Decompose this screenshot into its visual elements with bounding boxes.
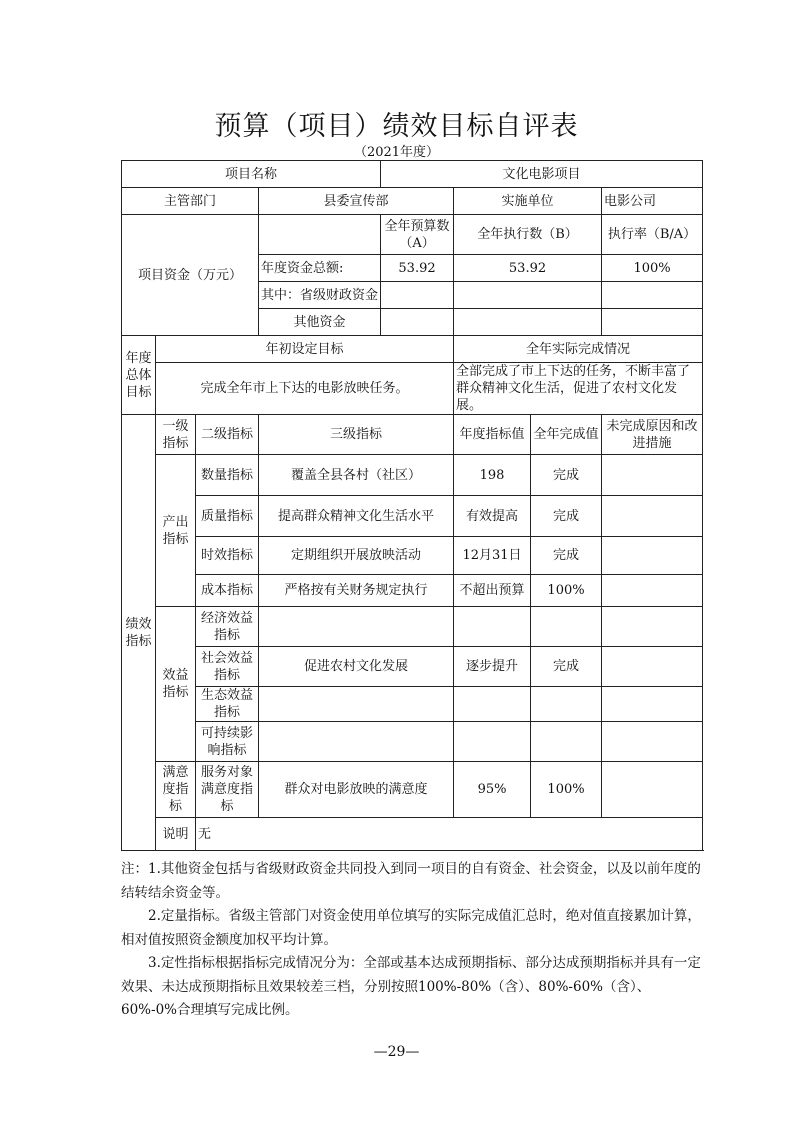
prov-rate — [602, 282, 703, 309]
funds-empty-header — [259, 215, 381, 255]
total-exec: 53.92 — [454, 255, 602, 282]
other-rate — [602, 309, 703, 336]
budget-header: 全年预算数（A） — [381, 215, 454, 255]
reason-cell — [602, 575, 703, 607]
level2-cell: 成本指标 — [196, 575, 259, 607]
table-row — [122, 537, 703, 575]
reason-cell — [602, 647, 703, 687]
annual-goal-label: 年度总体目标 — [122, 336, 156, 415]
done-cell — [531, 722, 602, 762]
actual-goal-header: 全年实际完成情况 — [454, 336, 703, 363]
other-budget — [381, 309, 454, 336]
level3-cell: 群众对电影放映的满意度 — [259, 762, 454, 818]
report-year: （2021年度） — [353, 145, 440, 160]
done-header: 全年完成值 — [531, 415, 602, 455]
project-name-label: 项目名称 — [122, 161, 381, 188]
rate-header: 执行率（B/A） — [602, 215, 703, 255]
table-row — [122, 687, 703, 722]
level2-cell: 质量指标 — [196, 496, 259, 537]
funds-label: 项目资金（万元） — [122, 215, 259, 336]
performance-indicators-label: 绩效指标 — [122, 415, 156, 851]
done-cell — [531, 607, 602, 647]
total-funds-label: 年度资金总额: — [259, 255, 381, 282]
table-row — [122, 496, 703, 537]
level3-cell: 严格按有关财务规定执行 — [259, 575, 454, 607]
level3-cell: 覆盖全县各村（社区） — [259, 455, 454, 496]
done-cell: 100% — [531, 762, 602, 818]
department-row — [122, 188, 703, 215]
reason-cell — [602, 607, 703, 647]
remark-label: 说明 — [156, 818, 196, 851]
exec-header: 全年执行数（B） — [454, 215, 602, 255]
remark-value: 无 — [196, 818, 703, 851]
reason-cell — [602, 722, 703, 762]
target-cell: 逐步提升 — [454, 647, 531, 687]
footnote-1: 注：1.其他资金包括与省级财政资金共同投入到同一项目的自有资金、社会资金，以及以前年度的结转结余资金等。 — [121, 861, 701, 901]
done-cell: 完成 — [531, 455, 602, 496]
goals-content-row — [122, 363, 703, 415]
dept-value: 县委宣传部 — [259, 188, 454, 215]
goals-header-row — [122, 336, 703, 363]
total-budget: 53.92 — [381, 255, 454, 282]
done-cell — [531, 687, 602, 722]
target-cell — [454, 722, 531, 762]
level2-cell: 数量指标 — [196, 455, 259, 496]
reason-cell — [602, 687, 703, 722]
target-cell — [454, 607, 531, 647]
level2-cell: 经济效益指标 — [196, 607, 259, 647]
funds-header-row — [122, 215, 703, 255]
page-title: 预算（项目）绩效目标自评表 — [214, 111, 579, 142]
impl-unit-label: 实施单位 — [454, 188, 602, 215]
prov-budget — [381, 282, 454, 309]
prov-exec — [454, 282, 602, 309]
level2-cell: 可持续影响指标 — [196, 722, 259, 762]
table-row — [122, 575, 703, 607]
reason-cell — [602, 496, 703, 537]
target-cell: 95% — [454, 762, 531, 818]
level3-cell: 提高群众精神文化生活水平 — [259, 496, 454, 537]
total-rate: 100% — [602, 255, 703, 282]
done-cell: 完成 — [531, 537, 602, 575]
output-indicator-label: 产出指标 — [156, 455, 196, 607]
actual-goal-text: 全部完成了市上下达的任务，不断丰富了群众精神文化生活，促进了农村文化发展。 — [454, 363, 703, 415]
level2-cell: 服务对象满意度指标 — [196, 762, 259, 818]
other-exec — [454, 309, 602, 336]
set-goal-text: 完成全年市上下达的电影放映任务。 — [156, 363, 454, 415]
level1-header: 一级指标 — [156, 415, 196, 455]
target-cell: 12月31日 — [454, 537, 531, 575]
satisfaction-indicator-label: 满意度指标 — [156, 762, 196, 818]
table-row — [122, 607, 703, 647]
set-goal-header: 年初设定目标 — [156, 336, 454, 363]
level3-header: 三级指标 — [259, 415, 454, 455]
footnote-2: 2.定量指标。省级主管部门对资金使用单位填写的实际完成值汇总时，绝对值直接累加计算，相对值按照资金额度加权平均计算。 — [121, 908, 701, 948]
level3-cell: 促进农村文化发展 — [259, 647, 454, 687]
done-cell: 100% — [531, 575, 602, 607]
level3-cell — [259, 687, 454, 722]
project-name-row — [122, 161, 703, 188]
target-cell — [454, 687, 531, 722]
level2-cell: 时效指标 — [196, 537, 259, 575]
other-funds-label: 其他资金 — [259, 309, 381, 336]
target-cell: 有效提高 — [454, 496, 531, 537]
remark-row — [122, 818, 703, 851]
level2-cell: 社会效益指标 — [196, 647, 259, 687]
reason-header: 未完成原因和改进措施 — [602, 415, 703, 455]
level3-cell: 定期组织开展放映活动 — [259, 537, 454, 575]
table-row — [122, 762, 703, 818]
table-row — [122, 722, 703, 762]
level3-cell — [259, 722, 454, 762]
prov-funds-label: 其中：省级财政资金 — [259, 282, 381, 309]
done-cell: 完成 — [531, 496, 602, 537]
target-cell: 198 — [454, 455, 531, 496]
dept-label: 主管部门 — [122, 188, 259, 215]
done-cell: 完成 — [531, 647, 602, 687]
footnotes — [121, 858, 706, 1023]
level2-cell: 生态效益指标 — [196, 687, 259, 722]
self-evaluation-table — [121, 160, 703, 851]
footnote-3: 3.定性指标根据指标完成情况分为：全部或基本达成预期指标、部分达成预期指标并具有一定效果、未达成预期指标且效果较差三档，分别按照100%-80%（含）、80%-60%（含）、60%-0%合理填写完成比例。 — [121, 955, 701, 1018]
table-row — [122, 647, 703, 687]
reason-cell — [602, 762, 703, 818]
impl-unit-value: 电影公司 — [602, 188, 703, 215]
level2-header: 二级指标 — [196, 415, 259, 455]
benefit-indicator-label: 效益指标 — [156, 607, 196, 762]
indicator-header-row — [122, 415, 703, 455]
reason-cell — [602, 537, 703, 575]
target-header: 年度指标值 — [454, 415, 531, 455]
page-number: —29— — [373, 1044, 420, 1060]
target-cell: 不超出预算 — [454, 575, 531, 607]
project-name-value: 文化电影项目 — [381, 161, 703, 188]
reason-cell — [602, 455, 703, 496]
table-row — [122, 455, 703, 496]
level3-cell — [259, 607, 454, 647]
